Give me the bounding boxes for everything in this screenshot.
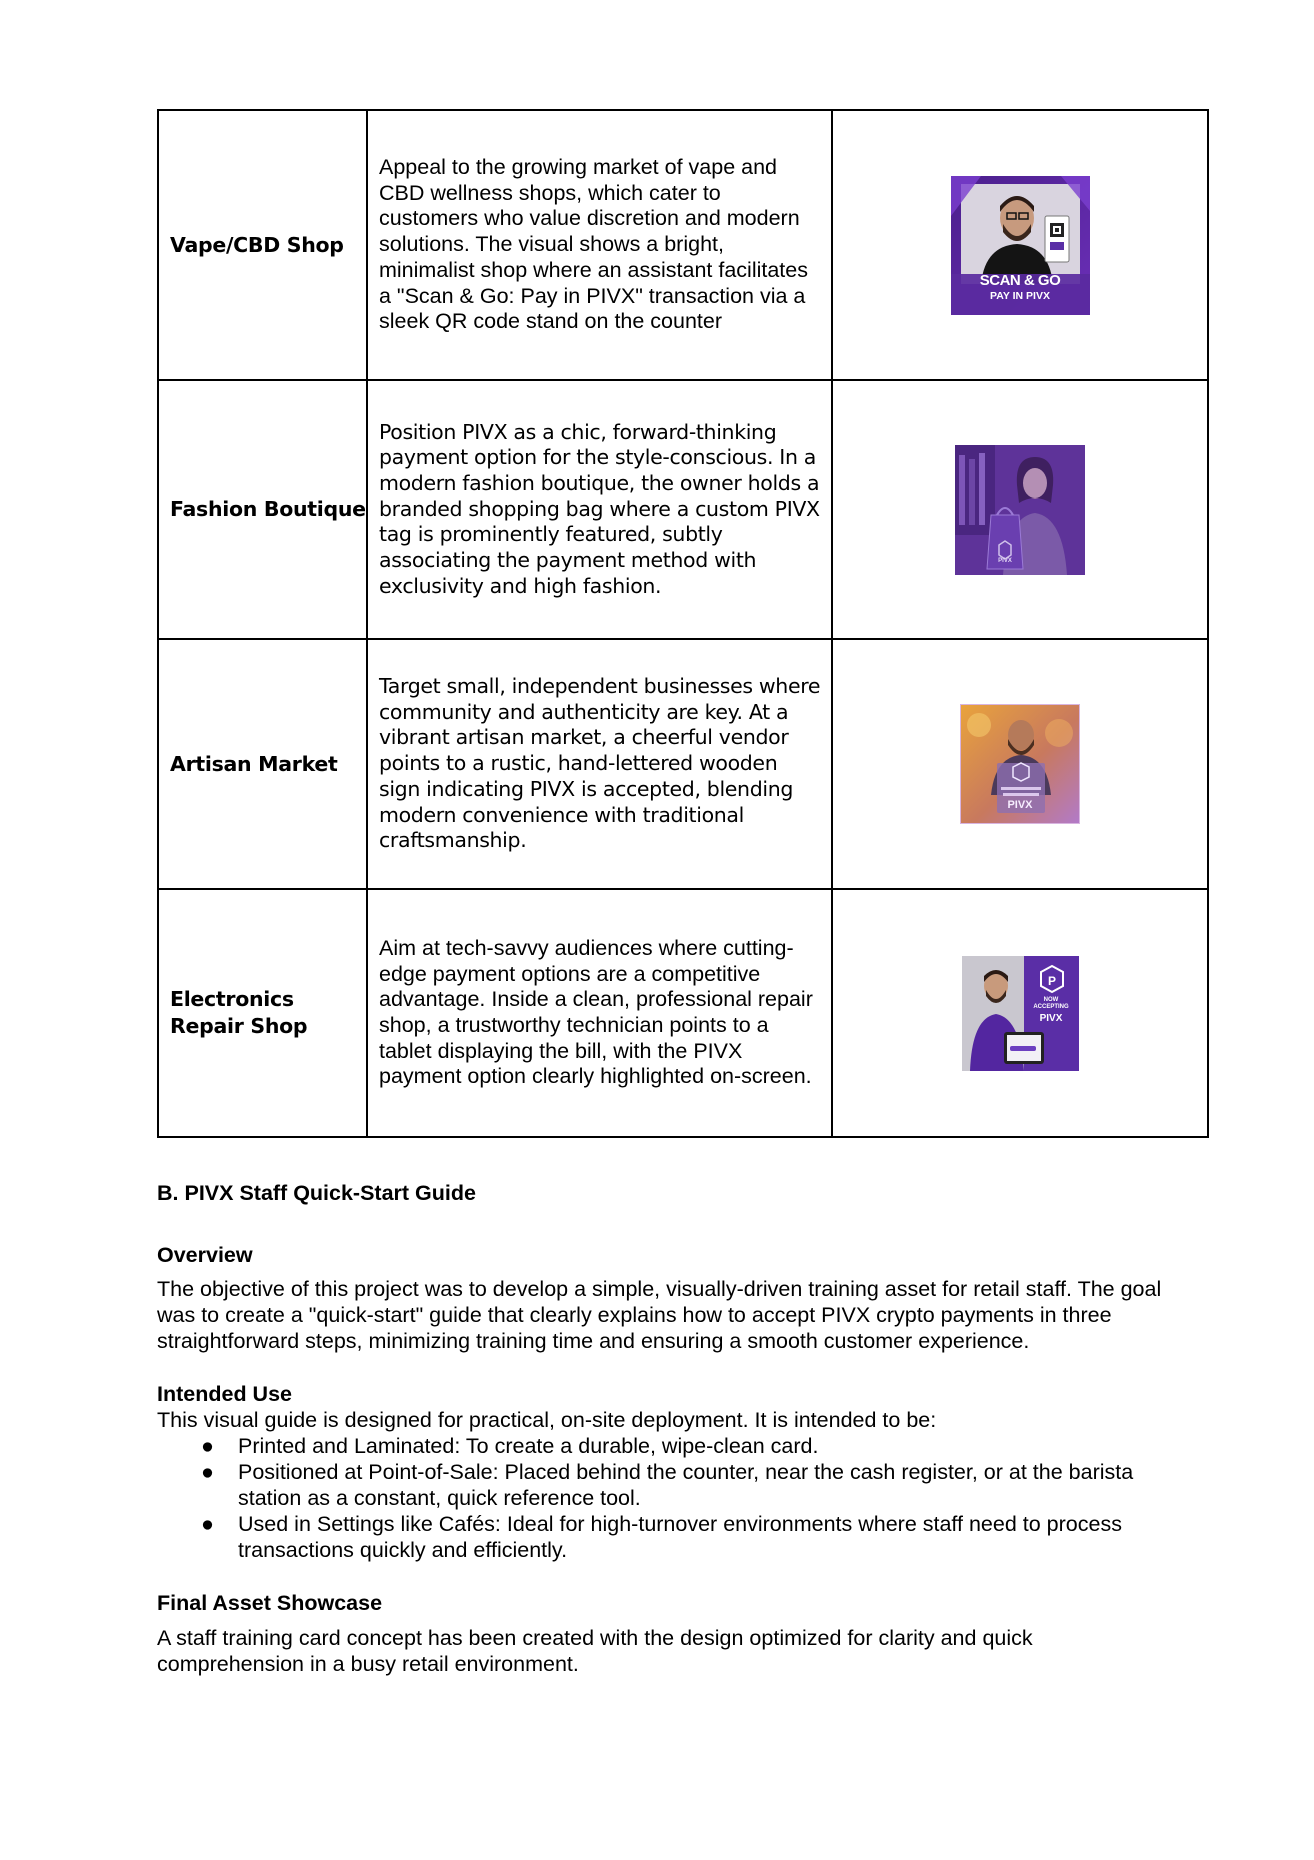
bullet-icon: ● [201, 1460, 214, 1484]
row-label-cell [158, 380, 367, 639]
row-label-cell [158, 889, 367, 1137]
row-description: Target small, independent businesses where community and authenticity are key. At a vibrant artisan market, a cheerful vendor points to a rustic, hand-lettered wooden sign indicating PIVX is accepted, blending modern convenience with traditional craftsmanship. [379, 674, 821, 853]
row-description: Position PIVX as a chic, forward-thinking payment option for the style-conscious. In a modern fashion boutique, the owner holds a branded shopping bag where a custom PIVX tag is prominently featured, subtly associating the payment method with exclusivity and high fashion. [379, 419, 820, 598]
row-label-cell [158, 110, 367, 380]
merchant-showcase-table [157, 109, 1209, 1138]
artisan-sign-text: PIVX [1007, 799, 1033, 811]
row-image-cell [832, 110, 1208, 380]
row-description-cell [367, 380, 832, 639]
row-image-cell [832, 639, 1208, 889]
repair-caption-2: ACCEPTING [1033, 1003, 1069, 1010]
vape-image-caption-2: PAY IN PIVX [990, 289, 1050, 302]
row-description: Appeal to the growing market of vape and CBD wellness shops, which cater to customers who value discretion and modern solutions. The visual shows a bright, minimalist shop where an assistant facilitates a "Scan & Go: Pay in PIVX" transaction via a sleek QR code stand on the counter [379, 155, 808, 334]
repair-technician-tablet-image [962, 956, 1079, 1071]
table-row [158, 889, 1208, 1137]
repair-caption-1: NOW [1043, 996, 1059, 1003]
list-item: ● Positioned at Point-of-Sale: Placed behind the counter, near the cash register, or at the barista station as a constant, quick reference tool. [201, 1460, 1134, 1510]
boutique-bag-tag: PIVX [998, 557, 1012, 564]
overview-heading: Overview [157, 1243, 253, 1267]
intended-use-heading: Intended Use [157, 1382, 292, 1406]
section-b-title: B. PIVX Staff Quick-Start Guide [157, 1181, 476, 1205]
row-label: Fashion Boutique [170, 497, 366, 521]
row-image-cell [832, 380, 1208, 639]
vape-shop-qr-image [951, 176, 1090, 315]
overview-text: The objective of this project was to develop a simple, visually-driven training asset for retail staff. The goal was to create a "quick-start" guide that clearly explains how to accept PIVX crypto payments in three straightforward steps, minimizing training time and ensuring a smooth customer experience. [157, 1277, 1162, 1353]
repair-caption-3: PIVX [1039, 1012, 1063, 1024]
final-asset-heading: Final Asset Showcase [157, 1591, 383, 1615]
row-label: Electronics Repair Shop [170, 987, 308, 1038]
row-label: Vape/CBD Shop [170, 232, 344, 257]
row-description-cell [367, 639, 832, 889]
intended-use-list [157, 1433, 1167, 1563]
boutique-owner-bag-image [955, 445, 1085, 575]
row-label-cell [158, 639, 367, 889]
row-image-cell [832, 889, 1208, 1137]
final-asset-text: A staff training card concept has been created with the design optimized for clarity and quick comprehension in a busy retail environment. [157, 1626, 1033, 1676]
list-item: ● Printed and Laminated: To create a durable, wipe-clean card. [201, 1434, 819, 1458]
intended-use-text: This visual guide is designed for practical, on-site deployment. It is intended to be: [157, 1408, 937, 1432]
artisan-vendor-sign-image [960, 704, 1080, 824]
row-description-cell [367, 110, 832, 380]
bullet-icon: ● [201, 1434, 214, 1458]
table-row [158, 380, 1208, 639]
bullet-icon: ● [201, 1512, 214, 1536]
svg-text:P: P [1047, 973, 1056, 988]
vape-image-caption-1: SCAN & GO [979, 271, 1061, 289]
row-description-cell [367, 889, 832, 1137]
row-label: Artisan Market [170, 751, 338, 776]
list-item: ● Used in Settings like Cafés: Ideal for high-turnover environments where staff need to process transactions quickly and efficiently. [201, 1512, 1122, 1562]
table-row [158, 639, 1208, 889]
table-row [158, 110, 1208, 380]
row-description: Aim at tech-savvy audiences where cutting-edge payment options are a competitive advantage. Inside a clean, professional repair shop, a trustworthy technician points to a tablet displaying the bill, with the PIVX payment option clearly highlighted on-screen. [379, 935, 813, 1089]
